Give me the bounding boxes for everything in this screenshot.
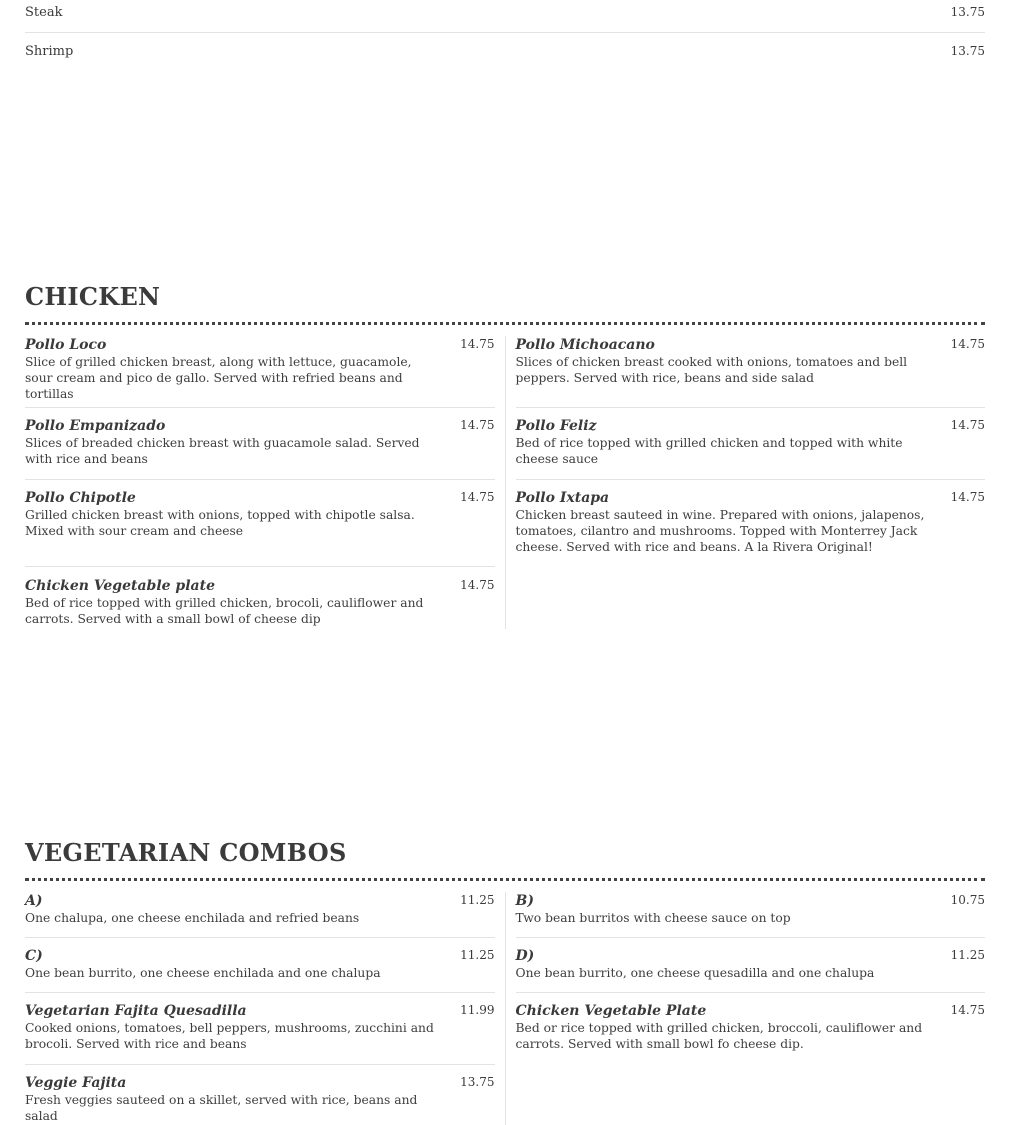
left-column	[25, 336, 506, 629]
item-price: 11.99	[460, 1003, 495, 1017]
item-name: Steak	[25, 5, 63, 20]
item-description: Bed of rice topped with grilled chicken, brocoli, cauliflower and carrots. Served with a small bowl of cheese dip	[25, 596, 424, 626]
item-price: 13.75	[460, 1075, 495, 1089]
item-name: A)	[25, 893, 43, 909]
right-column	[506, 336, 986, 629]
item-price: 14.75	[460, 418, 495, 432]
item-description: Fresh veggies sauteed on a skillet, served with rice, beans and salad	[25, 1093, 418, 1123]
menu-item-steak	[25, 0, 985, 32]
item-name: Pollo Michoacano	[515, 337, 655, 353]
item-price: 14.75	[950, 418, 985, 432]
item-price: 11.25	[460, 893, 495, 907]
vegetarian-combos-section	[25, 838, 985, 1125]
item-price: 13.75	[950, 5, 985, 19]
item-description: Cooked onions, tomatoes, bell peppers, mushrooms, zucchini and brocoli. Served with rice and beans	[25, 1021, 434, 1051]
item-description: One bean burrito, one cheese enchilada and one chalupa	[25, 966, 381, 980]
item-name: Chicken Vegetable plate	[25, 578, 215, 594]
item-name: Pollo Feliz	[515, 418, 597, 434]
item-price: 10.75	[950, 893, 985, 907]
item-description: Slices of breaded chicken breast with guacamole salad. Served with rice and beans	[25, 436, 420, 466]
menu-item	[25, 480, 495, 567]
item-price: 11.25	[460, 948, 495, 962]
item-price: 14.75	[460, 490, 495, 504]
top-item-list	[25, 0, 985, 70]
item-name: Pollo Empanizado	[25, 418, 166, 434]
item-description: Slices of chicken breast cooked with onions, tomatoes and bell peppers. Served with rice, beans and side salad	[515, 355, 908, 385]
menu-item	[25, 1065, 495, 1125]
item-description: One chalupa, one cheese enchilada and refried beans	[25, 911, 360, 925]
item-description: Chicken breast sauteed in wine. Prepared with onions, jalapenos, tomatoes, cilantro and mushrooms. Topped with Monterrey Jack cheese. Served with rice and beans. A la Rivera Original!	[515, 508, 925, 554]
right-column	[506, 892, 986, 1125]
item-price: 14.75	[460, 337, 495, 351]
item-name: Shrimp	[25, 44, 74, 59]
item-price: 14.75	[950, 337, 985, 351]
item-description: One bean burrito, one cheese quesadilla and one chalupa	[515, 966, 875, 980]
chicken-section	[25, 282, 985, 629]
menu-item-shrimp	[25, 32, 985, 70]
menu-item	[516, 336, 986, 408]
menu-item	[25, 408, 495, 480]
menu-item	[516, 938, 986, 993]
item-description: Bed or rice topped with grilled chicken, broccoli, cauliflower and carrots. Served with small bowl fo cheese dip.	[515, 1021, 923, 1051]
item-name: Pollo Chipotle	[25, 490, 136, 506]
menu-item	[516, 993, 986, 1065]
menu-item	[25, 336, 495, 408]
item-name: D)	[515, 948, 535, 964]
menu-item	[25, 892, 495, 938]
item-name: Vegetarian Fajita Quesadilla	[25, 1003, 247, 1019]
menu-item	[25, 938, 495, 993]
item-name: Pollo Ixtapa	[515, 490, 610, 506]
dotted-divider	[25, 322, 985, 325]
item-price: 14.75	[950, 1003, 985, 1017]
item-name: Pollo Loco	[25, 337, 107, 353]
item-name: C)	[25, 948, 43, 964]
menu-item	[25, 567, 495, 629]
item-price: 13.75	[950, 44, 985, 58]
item-description: Two bean burritos with cheese sauce on top	[515, 911, 791, 925]
section-title: VEGETARIAN COMBOS	[25, 838, 347, 867]
item-description: Slice of grilled chicken breast, along with lettuce, guacamole, sour cream and pico de gallo. Served with refried beans and tortillas	[25, 355, 412, 401]
item-name: Veggie Fajita	[25, 1075, 127, 1091]
menu-item	[516, 480, 986, 567]
item-price: 14.75	[460, 578, 495, 592]
item-price: 14.75	[950, 490, 985, 504]
item-description: Grilled chicken breast with onions, topped with chipotle salsa. Mixed with sour cream and cheese	[25, 508, 415, 538]
item-description: Bed of rice topped with grilled chicken and topped with white cheese sauce	[515, 436, 903, 466]
item-price: 11.25	[950, 948, 985, 962]
item-name: Chicken Vegetable Plate	[515, 1003, 707, 1019]
section-title: CHICKEN	[25, 282, 161, 311]
menu-item	[25, 993, 495, 1065]
item-name: B)	[515, 893, 534, 909]
dotted-divider	[25, 878, 985, 881]
menu-item	[516, 892, 986, 938]
menu-item	[516, 408, 986, 480]
left-column	[25, 892, 506, 1125]
